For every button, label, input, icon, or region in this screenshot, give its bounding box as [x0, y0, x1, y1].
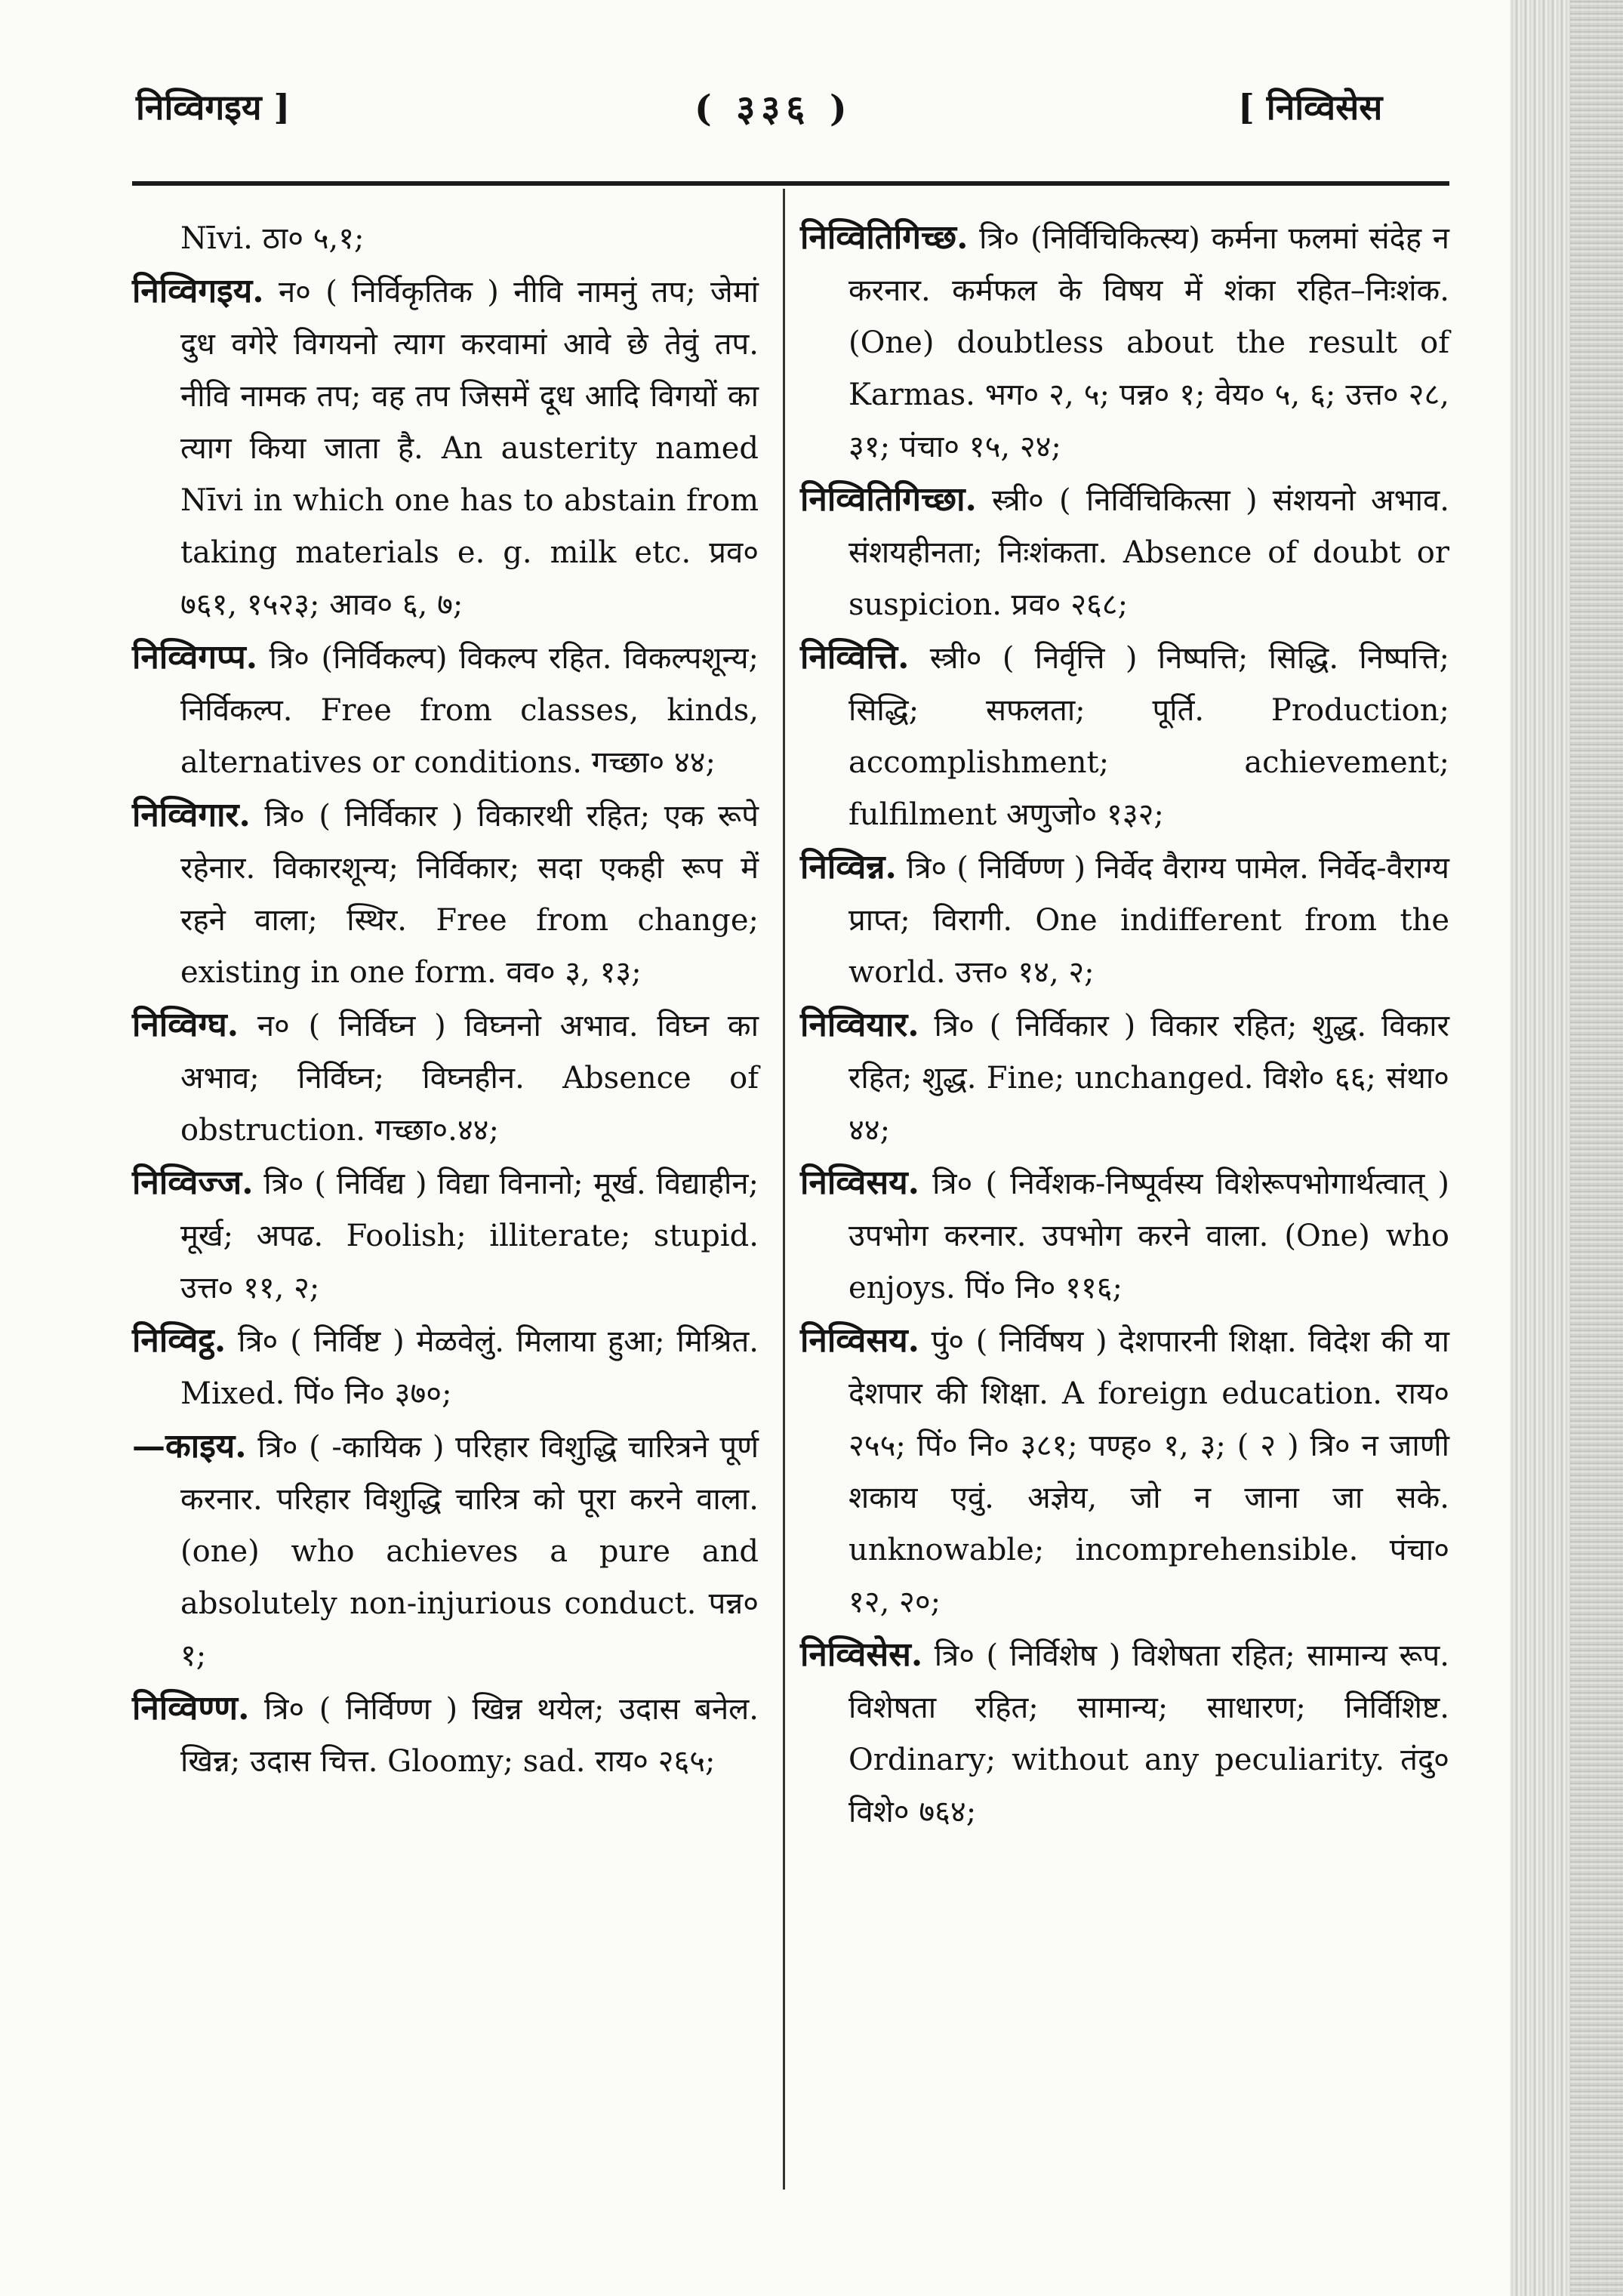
headword: निव्विग्घ. [132, 1006, 239, 1044]
headword: निव्विन्न. [800, 848, 897, 886]
entry-text: त्रि० (निर्विकल्प) विकल्प रहित. विकल्पशून्य; निर्विकल्प. Free from classes, kinds, alternatives or conditions. गच्छा० ४४; [180, 641, 759, 780]
headword: निव्विगप्प. [132, 638, 258, 676]
dictionary-entry [132, 265, 759, 631]
entry-text: न० ( निर्विकृतिक ) नीवि नामनुं तप; जेमां दुध वगेरे विगयनो त्याग करवामां आवे छे तेवुं तप. नीवि नामक तप; वह तप जिसमें दूध आदि विगयों का त्याग किया जाता है. An austerity named Nīvi in which one has to abstain from taking materials e. g. milk etc. प्रव० ७६१, १५२३; आव० ६, ७; [180, 275, 759, 622]
dictionary-entry [800, 1157, 1449, 1314]
dictionary-entry [132, 631, 759, 789]
dictionary-entry [132, 1682, 759, 1788]
entry-text: त्रि० ( निर्विष्ट ) मेळवेलुं. मिलाया हुआ; मिश्रित. Mixed. पिं० नि० ३७०; [180, 1324, 759, 1411]
header-right-guide-word: [ निव्विसेस [1238, 87, 1383, 128]
entry-text: पुं० ( निर्विषय ) देशपारनी शिक्षा. विदेश की या देशपार की शिक्षा. A foreign education. राय० २५५; पिं० नि० ३८१; पण्ह० १, ३; ( २ ) त्रि० न जाणी शकाय एवुं. अज्ञेय, जो न जाना जा सके. unknowable; incomprehensible. पंचा० १२, २०; [848, 1324, 1449, 1620]
headword: निव्वितिगिच्छ. [800, 218, 969, 257]
dictionary-entry [132, 1420, 759, 1682]
headword: निव्विट्ठ. [132, 1321, 226, 1360]
entry-text: त्रि० ( निर्विण्ण ) निर्वेद वैराग्य पामेल. निर्वेद-वैराग्य प्राप्त; विरागी. One indifferent from the world. उत्त० १४, २; [848, 851, 1450, 990]
entry-text: त्रि० ( निर्विशेष ) विशेषता रहित; सामान्य रूप. विशेषता रहित; सामान्य; साधारण; निर्विशिष्ट. Ordinary; without any peculiarity. तंदु० विशे० ७६४; [848, 1638, 1449, 1829]
dictionary-entry [800, 211, 1449, 473]
dictionary-entry [132, 999, 759, 1157]
headword: निव्वियार. [800, 1006, 919, 1044]
entry-text: त्रि० (निर्विचिकित्स्य) कर्मना फलमां संदेह न करनार. कर्मफल के विषय में शंका रहित–निःशंक. (One) doubtless about the result of Karmas. भग० २, ५; पन्न० १; वेय० ५, ६; उत्त० २८, ३१; पंचा० १५, २४; [848, 221, 1450, 464]
headword: निव्वितिगिच्छा. [800, 480, 977, 519]
dictionary-entry [132, 1314, 759, 1420]
headword: निव्विसेस. [800, 1635, 923, 1674]
entry-text: Nīvi. ठा० ५,१; [180, 221, 365, 256]
entry-text: त्रि० ( निर्वेशक-निष्पूर्वस्य विशेरूपभोगार्थत्वात् ) उपभोग करनार. उपभोग करने वाला. (One) who enjoys. पिं० नि० ११६; [848, 1166, 1449, 1305]
headword: —काइय. [132, 1427, 247, 1465]
header-left-guide-word: निव्विगइय ] [136, 87, 291, 128]
scan-edge-shadow [1510, 0, 1623, 2296]
dictionary-entry [132, 211, 759, 265]
header-rule [132, 181, 1449, 186]
headword: निव्विसय. [800, 1321, 919, 1360]
headword: निव्विगार. [132, 796, 251, 834]
dictionary-entry [132, 1157, 759, 1314]
entry-text: त्रि० ( निर्विकार ) विकार रहित; शुद्ध. विकार रहित; शुद्ध. Fine; unchanged. विशे० ६६; संथा० ४४; [848, 1009, 1449, 1148]
entry-text: त्रि० ( निर्विण्ण ) खिन्न थयेल; उदास बनेल. खिन्न; उदास चित्त. Gloomy; sad. राय० २६५; [180, 1692, 759, 1779]
entry-text: स्त्री० ( निर्वृत्ति ) निष्पत्ति; सिद्धि. निष्पत्ति; सिद्धि; सफलता; पूर्ति. Production; accomplishment; achievement; fulfilment अणुजो० १३२; [848, 641, 1449, 832]
headword: निव्विज्ज. [132, 1163, 254, 1202]
entry-text: त्रि० ( -कायिक ) परिहार विशुद्धि चारित्रने पूर्ण करनार. परिहार विशुद्धि चारित्र को पूरा करने वाला. (one) who achieves a pure and absolutely non-injurious conduct. पन्न० १; [180, 1430, 759, 1673]
dictionary-entry [800, 1629, 1449, 1838]
right-column [800, 211, 1449, 1838]
headword: निव्विगइय. [132, 272, 264, 310]
dictionary-entry [800, 473, 1449, 631]
headword: निव्वित्ति. [800, 638, 910, 676]
dictionary-entry [132, 789, 759, 999]
entry-text: स्त्री० ( निर्विचिकित्सा ) संशयनो अभाव. संशयहीनता; निःशंकता. Absence of doubt or suspicion. प्रव० २६८; [848, 483, 1450, 622]
headword: निव्विसय. [800, 1163, 919, 1202]
dictionary-entry [800, 1314, 1449, 1629]
entry-text: त्रि० ( निर्विद्य ) विद्या विनानो; मूर्ख. विद्याहीन; मूर्ख; अपढ. Foolish; illiterate; stupid. उत्त० ११, २; [180, 1166, 759, 1305]
left-column [132, 211, 759, 1788]
entry-text: न० ( निर्विघ्न ) विघ्ननो अभाव. विघ्न का अभाव; निर्विघ्न; विघ्नहीन. Absence of obstruction. गच्छा०.४४; [180, 1009, 759, 1148]
entry-text: त्रि० ( निर्विकार ) विकारथी रहित; एक रूपे रहेनार. विकारशून्य; निर्विकार; सदा एकही रूप में रहने वाला; स्थिर. Free from change; existing in one form. वव० ३, १३; [180, 799, 759, 990]
headword: निव्विण्ण. [132, 1689, 250, 1727]
page-number: ( ३३६ ) [694, 88, 853, 130]
column-divider [783, 189, 785, 2190]
dictionary-entry [800, 631, 1449, 841]
dictionary-entry [800, 841, 1449, 999]
dictionary-entry [800, 999, 1449, 1157]
